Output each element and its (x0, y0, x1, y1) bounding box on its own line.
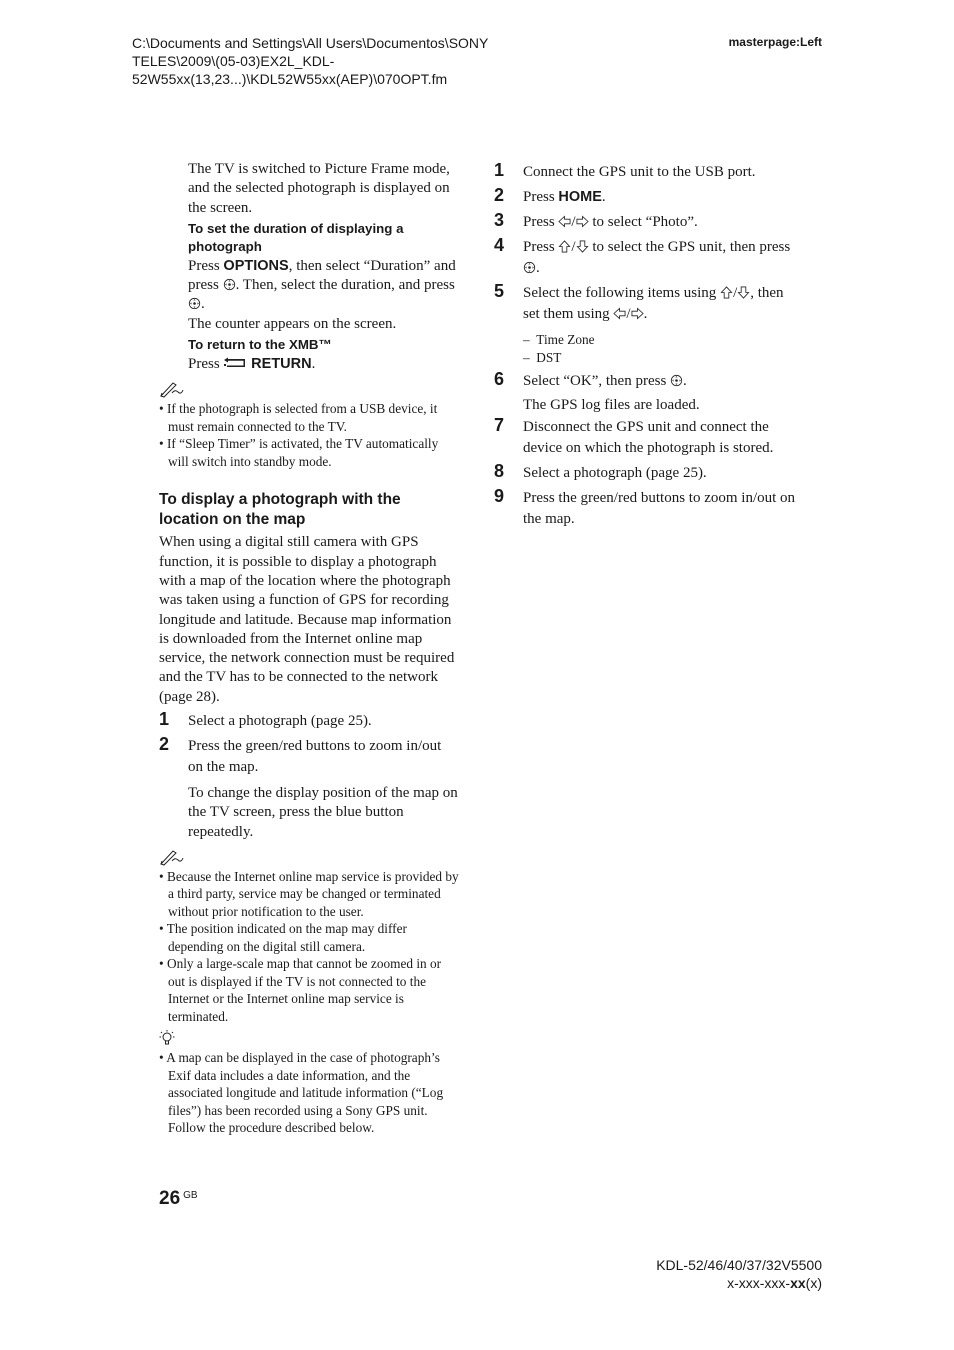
option-item: – DST (523, 350, 562, 365)
product-code: x-xxx-xxx-xx(x) (727, 1275, 822, 1291)
step-number: 1 (494, 160, 505, 180)
right-arrow-icon (576, 215, 589, 228)
file-path-header (132, 34, 522, 88)
step-item (494, 417, 799, 459)
step-number: 3 (494, 210, 505, 230)
step-number: 5 (494, 281, 505, 301)
step-text: Connect the GPS unit to the USB port. (523, 164, 756, 180)
step-item (159, 711, 459, 732)
home-button-label: HOME (558, 189, 602, 205)
step-number: 7 (494, 415, 505, 436)
step-text: Press the green/red buttons to zoom in/out on the map. (523, 490, 796, 528)
step-text: Disconnect the GPS unit and connect the device on which the photograph is stored. (523, 419, 774, 457)
step-item (494, 212, 799, 233)
step-text: Select “OK”, then press . (523, 373, 687, 389)
return-icon (223, 357, 247, 369)
option-item: – Time Zone (523, 332, 595, 347)
tip-icon (159, 1029, 185, 1047)
enter-icon (670, 374, 683, 387)
return-instructions: Press RETURN. (188, 356, 316, 373)
note-item: • If “Sleep Timer” is activated, the TV automatically will switch into standby mode. (159, 435, 459, 470)
left-arrow-icon (558, 215, 571, 228)
step-text: Press HOME. (523, 189, 606, 205)
notes-list (159, 400, 459, 470)
step-number: 8 (494, 461, 505, 482)
enter-icon (188, 297, 201, 310)
step-item (494, 371, 799, 392)
step-text: Select the following items using / , then set them using / . (523, 285, 784, 322)
step-number: 4 (494, 235, 505, 255)
intro-text: The TV is switched to Picture Frame mode, and the selected photograph is displayed on the screen. (188, 161, 450, 216)
right-column (494, 160, 799, 534)
down-arrow-icon (737, 286, 750, 299)
left-arrow-icon (613, 307, 626, 320)
step-text: Press / to select the GPS unit, then press . (523, 239, 791, 276)
tips-list (159, 1049, 459, 1137)
step-item (494, 283, 799, 325)
note-icon (159, 380, 185, 398)
step-number: 2 (494, 185, 505, 205)
step-item (494, 488, 799, 530)
step-item (494, 187, 799, 208)
path-line: C:\Documents and Settings\All Users\Documentos\SONY (132, 35, 489, 51)
return-heading: To return to the XMB™ (188, 337, 332, 353)
masterpage-label: masterpage:Left (728, 35, 822, 49)
step-extra-text: The GPS log files are loaded. (523, 397, 700, 413)
note-item: • If the photograph is selected from a USB device, it must remain connected to the TV. (159, 400, 459, 435)
note-item: • The position indicated on the map may differ depending on the digital still camera. (159, 920, 459, 955)
model-number: KDL-52/46/40/37/32V5500 (656, 1257, 822, 1273)
return-button-label: RETURN (251, 356, 312, 373)
enter-icon (223, 278, 236, 291)
note-item: • A map can be displayed in the case of photograph’s Exif data includes a date information, and the associated longitude and latitude information (“Log files”) has been recorded using a Sony GPS unit. Follow the procedure described below. (159, 1049, 459, 1137)
page-number: 26 $^{GB}$ (159, 1188, 198, 1209)
notes-list (159, 868, 459, 1026)
step-number: 6 (494, 369, 505, 389)
step-text: Press the green/red buttons to zoom in/out on the map. (188, 738, 442, 776)
options-button-label: OPTIONS (223, 257, 289, 274)
step-text: Select a photograph (page 25). (188, 713, 372, 730)
up-arrow-icon (558, 240, 571, 253)
enter-icon (523, 261, 536, 274)
step-number: 9 (494, 486, 505, 507)
step-item (494, 162, 799, 183)
path-line: 52W55xx(13,23...)\KDL52W55xx(AEP)\070OPT.fm (132, 71, 448, 87)
path-line: TELES\2009\(05-03)EX2L_KDL- (132, 53, 335, 69)
left-column (159, 160, 459, 1137)
step-extra-text: To change the display position of the map on the TV screen, press the blue button repeatedly. (188, 785, 458, 840)
up-arrow-icon (720, 286, 733, 299)
section-title: To display a photograph with the location on the map (159, 491, 401, 528)
step-text: Press / to select “Photo”. (523, 214, 698, 230)
counter-text: The counter appears on the screen. (188, 315, 397, 332)
step-item (159, 736, 459, 778)
step-number: 1 (159, 709, 170, 730)
right-arrow-icon (631, 307, 644, 320)
model-info (656, 1256, 822, 1292)
note-item: • Because the Internet online map service is provided by a third party, service may be changed or terminated without prior notification to the user. (159, 868, 459, 921)
note-item: • Only a large-scale map that cannot be zoomed in or out is displayed if the TV is not connected to the Internet or the Internet online map service is terminated. (159, 955, 459, 1025)
step-text: Select a photograph (page 25). (523, 465, 707, 482)
note-icon (159, 848, 185, 866)
duration-instructions: Press OPTIONS, then select “Duration” and press . Then, select the duration, and press . (188, 257, 456, 313)
step-item (494, 237, 799, 279)
step-item (494, 463, 799, 484)
section-body: When using a digital still camera with GPS function, it is possible to display a photograph with a map of the location where the photograph was taken using a function of GPS for recording longitude and latitude. Because map information is downloaded from the Internet online map service, the network connection must be required and the TV has to be connected to the network (page 28). (159, 534, 455, 705)
step-number: 2 (159, 734, 170, 755)
duration-heading: To set the duration of displaying a photograph (188, 220, 404, 254)
down-arrow-icon (576, 240, 589, 253)
